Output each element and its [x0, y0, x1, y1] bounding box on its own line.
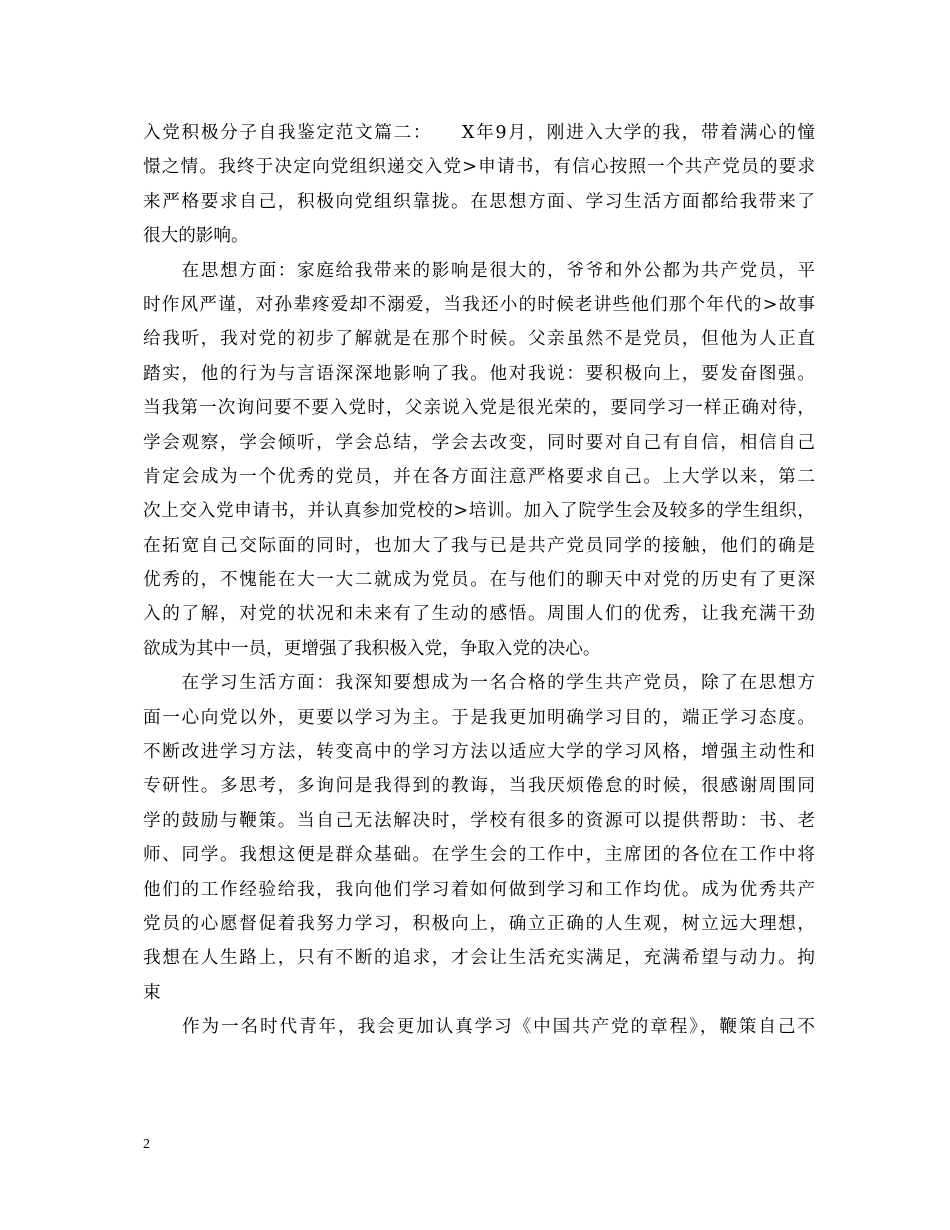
text-line: 很大的影响。 [143, 226, 249, 247]
text-line: 作为一名时代青年，我会更加认真学习《中国共产党的章程》，鞭策自己不 [143, 1017, 815, 1038]
text-line: 时作风严谨，对孙辈疼爱却不溺爱，当我还小的时候老讲些他们那个年代的>故事 [143, 294, 815, 315]
text-line: 当我第一次询问要不要入党时，父亲说入党是很光荣的，要同学习一样正确对待， [143, 398, 815, 419]
text-line: 学的鼓励与鞭策。当自己无法解决时，学校有很多的资源可以提供帮助：书、老 [143, 810, 815, 831]
text-line: 在学习生活方面：我深知要想成为一名合格的学生共产党员，除了在思想方 [143, 673, 815, 694]
text-line: 束 [143, 982, 161, 1003]
text-line: 党员的心愿督促着我努力学习，积极向上，确立正确的人生观，树立远大理想， [143, 913, 815, 934]
text-line: 优秀的，不愧能在大一大二就成为党员。在与他们的聊天中对党的历史有了更深 [143, 570, 815, 591]
text-line: 来严格要求自己，积极向党组织靠拢。在思想方面、学习生活方面都给我带来了 [143, 191, 815, 212]
text-line: 欲成为其中一员，更增强了我积极入党，争取入党的决心。 [143, 638, 601, 659]
text-line: 憬之情。我终于决定向党组织递交入党>申请书，有信心按照一个共产党员的要求 [143, 157, 815, 178]
text-line: 给我听，我对党的初步了解就是在那个时候。父亲虽然不是党员，但他为人正直 [143, 329, 815, 350]
text-line: 不断改进学习方法，转变高中的学习方法以适应大学的学习风格，增强主动性和 [143, 742, 815, 763]
page-number: 2 [143, 1137, 150, 1152]
text-line: 面一心向党以外，更要以学习为主。于是我更加明确学习目的，端正学习态度。 [143, 707, 815, 728]
text-line: 学会观察，学会倾听，学会总结，学会去改变，同时要对自己有自信，相信自己 [143, 432, 815, 453]
text-line: 踏实，他的行为与言语深深地影响了我。他对我说：要积极向上，要发奋图强。 [143, 363, 815, 384]
text-line: 肯定会成为一个优秀的党员，并在各方面注意严格要求自己。上大学以来，第二 [143, 466, 815, 487]
text-line: 他们的工作经验给我，我向他们学习着如何做到学习和工作均优。成为优秀共产 [143, 879, 815, 900]
text-line: 师、同学。我想这便是群众基础。在学生会的工作中，主席团的各位在工作中将 [143, 845, 815, 866]
text-line: 专研性。多思考，多询问是我得到的教诲，当我厌烦倦怠的时候，很感谢周围同 [143, 776, 815, 797]
text-line: 我想在人生路上，只有不断的追求，才会让生活充实满足，充满希望与动力。拘 [143, 948, 815, 969]
text-line: 次上交入党申请书，并认真参加党校的>培训。加入了院学生会及较多的学生组织， [143, 501, 815, 522]
body-text [143, 116, 815, 1045]
text-line: 在拓宽自己交际面的同时，也加大了我与已是共产党员同学的接触，他们的确是 [143, 535, 815, 556]
text-line: 入党积极分子自我鉴定范文篇二： X年9月，刚进入大学的我，带着满心的憧 [143, 123, 815, 143]
text-line: 入的了解，对党的状况和未来有了生动的感悟。周围人们的优秀，让我充满干劲 [143, 604, 815, 625]
text-line: 在思想方面：家庭给我带来的影响是很大的，爷爷和外公都为共产党员，平 [143, 260, 815, 281]
